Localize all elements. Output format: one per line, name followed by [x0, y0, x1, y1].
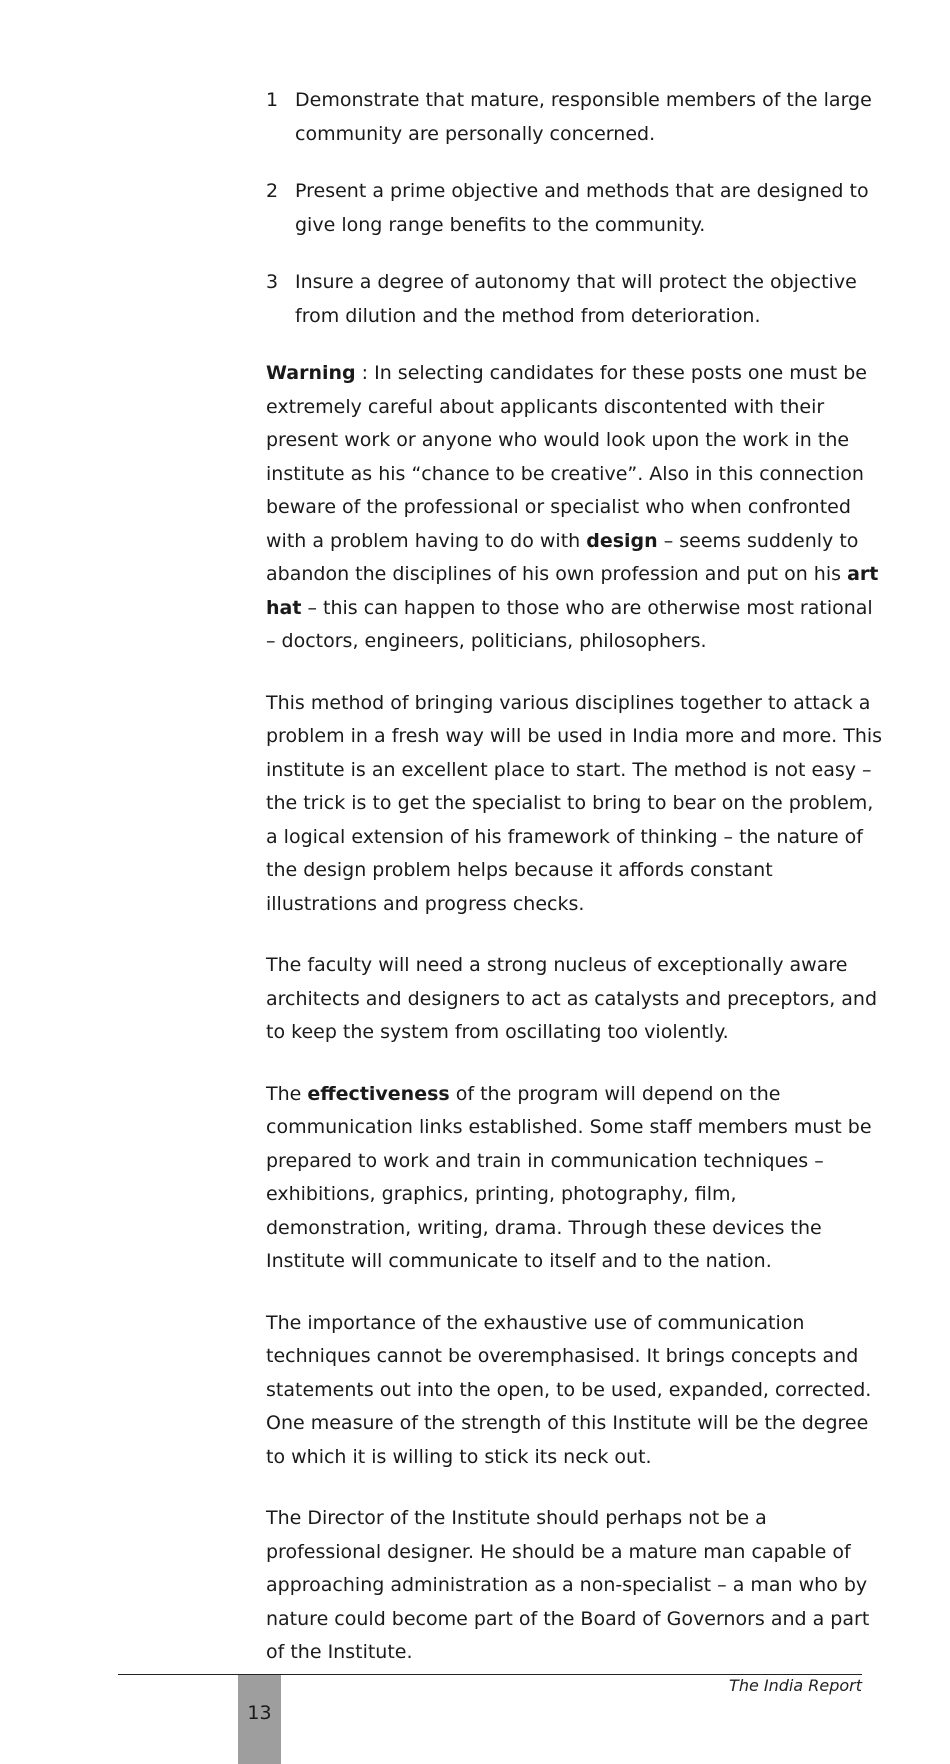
warning-text-3: – this can happen to those who are otherwise most rational – doctors, engineers, politicians, philosophers. [266, 596, 873, 652]
page-body [266, 84, 884, 1696]
warning-text-1: : In selecting candidates for these posts one must be extremely careful about applicants discontented with their present work or anyone who would look upon the work in the institute as his “chance to be creative”. Also in this connection beware of the professional or specialist who when confronted with a problem having to do with [266, 362, 867, 552]
warning-text-2: – seems suddenly to abandon the disciplines of his own profession and put on his [266, 529, 859, 585]
effectiveness-text-2: of the program will depend on the communication links established. Some staff members must be prepared to work and train in communication techniques – exhibitions, graphics, printing, photography, film, demonstration, writing, drama. Through these devices the Institute will communicate to itself and to the nation. [266, 1082, 872, 1272]
art-hat-emphasis: art hat [266, 563, 879, 619]
list-item-number: 1 [266, 89, 279, 111]
list-item-number: 2 [266, 180, 279, 202]
design-emphasis: design [586, 529, 658, 552]
list-item-number: 3 [266, 271, 279, 293]
running-title: The India Report [729, 1676, 862, 1695]
page-number: 13 [247, 1702, 272, 1724]
list-item-text: Insure a degree of autonomy that will protect the objective from dilution and the method from deterioration. [295, 271, 857, 327]
warning-label: Warning [266, 362, 356, 384]
page-number-tab [238, 1675, 281, 1764]
importance-paragraph: The importance of the exhaustive use of communication techniques cannot be overemphasised. It brings concepts and statements out into the open, to be used, expanded, corrected. One measure of the strength of this Institute will be the degree to which it is willing to stick its neck out. [266, 1311, 872, 1468]
director-paragraph: The Director of the Institute should perhaps not be a professional designer. He should be a mature man capable of approaching administration as a non-specialist – a man who by nature could become part of the Board of Governors and a part of the Institute. [266, 1507, 870, 1663]
numbered-list [266, 84, 884, 333]
list-item [266, 266, 884, 333]
list-item-text: Present a prime objective and methods that are designed to give long range benefits to the community. [295, 180, 869, 236]
warning-paragraph [266, 357, 884, 659]
faculty-paragraph: The faculty will need a strong nucleus of exceptionally aware architects and designers to act as catalysts and preceptors, and to keep the system from oscillating too violently. [266, 954, 878, 1043]
list-item [266, 175, 884, 242]
effectiveness-emphasis: effectiveness [307, 1082, 450, 1105]
effectiveness-paragraph [266, 1078, 884, 1279]
method-paragraph: This method of bringing various disciplines together to attack a problem in a fresh way will be used in India more and more. This institute is an excellent place to start. The method is not easy – the trick is to get the specialist to bring to bear on the problem, a logical extension of his framework of thinking – the nature of the design problem helps because it affords constant illustrations and progress checks. [266, 691, 883, 915]
list-item [266, 84, 884, 151]
list-item-text: Demonstrate that mature, responsible members of the large community are personally concerned. [295, 89, 872, 145]
effectiveness-text-1: The [266, 1082, 308, 1105]
